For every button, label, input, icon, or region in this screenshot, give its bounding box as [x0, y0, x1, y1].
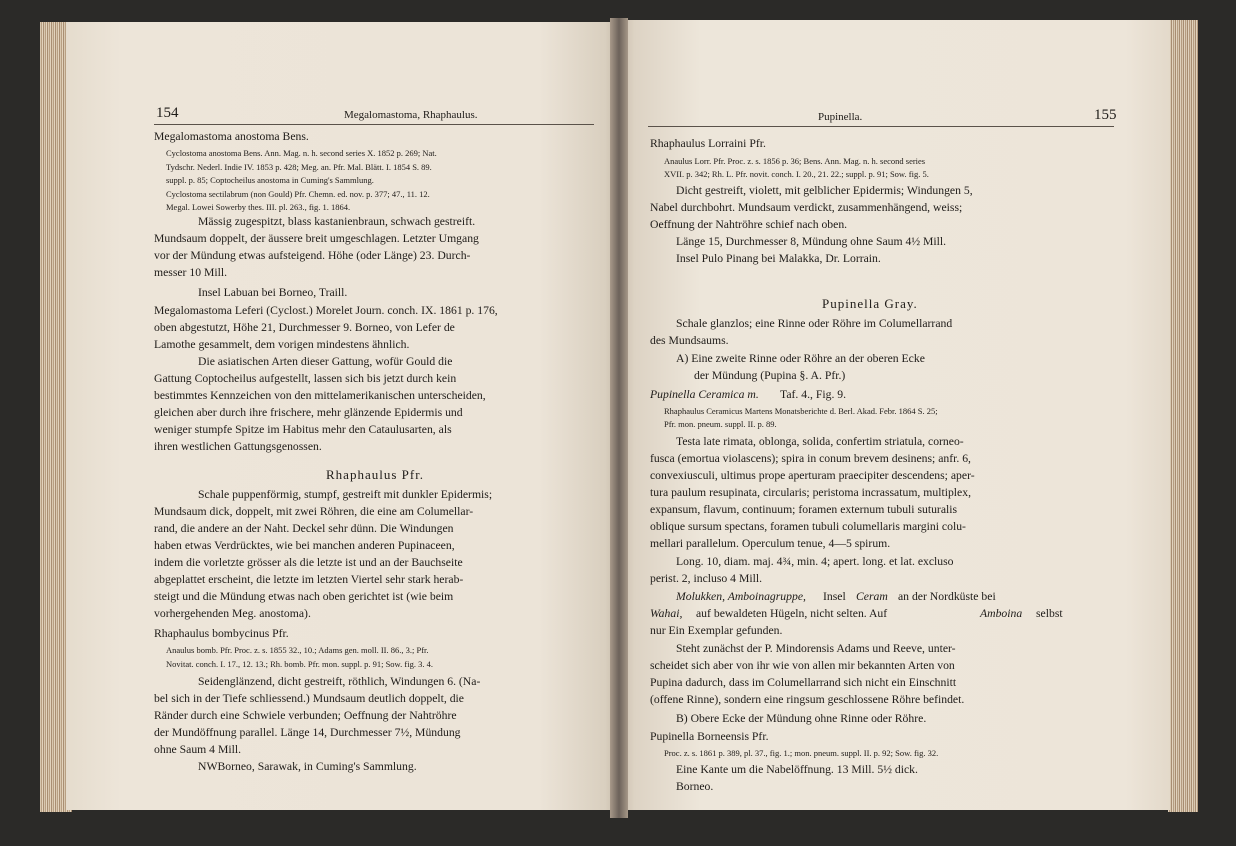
body-line: Oeffnung der Nahtröhre schief nach oben.: [650, 218, 848, 231]
page-number: 154: [156, 105, 179, 121]
species-heading: Pupinella Borneensis Pfr.: [650, 730, 769, 743]
body-line: Ränder durch eine Schwiele verbunden; Oeffnung der Nahtröhre: [154, 709, 457, 722]
body-line: Megalomastoma Leferi (Cyclost.) Morelet Journ. conch. IX. 1861 p. 176,: [154, 304, 498, 317]
species-heading: Rhaphaulus bombycinus Pfr.: [154, 627, 289, 640]
running-head: Megalomastoma, Rhaphaulus.: [344, 109, 478, 121]
body-line: Dicht gestreift, violett, mit gelblicher Epidermis; Windungen 5,: [676, 184, 973, 197]
page-number: 155: [1094, 107, 1117, 123]
subsection-line: B) Obere Ecke der Mündung ohne Rinne oder Röhre.: [676, 712, 927, 725]
body-line: bestimmtes Kennzeichen von den mittelamerikanischen unterscheiden,: [154, 389, 486, 402]
body-line: Borneo.: [676, 780, 714, 793]
species-heading: Rhaphaulus Lorraini Pfr.: [650, 137, 766, 150]
body-line: steigt und die Mündung etwas nach oben gerichtet ist (wie beim: [154, 590, 454, 603]
reference-line: Megal. Lowei Sowerby thes. III. pl. 263., fig. 1. 1864.: [166, 202, 351, 212]
body-line: nur Ein Exemplar gefunden.: [650, 624, 783, 637]
page-edges-right: [1168, 20, 1198, 812]
body-line: haben etwas Verdrücktes, wie bei manchen anderen Pupinaceen,: [154, 539, 455, 552]
reference-line: Pfr. mon. pneum. suppl. II. p. 89.: [664, 419, 777, 429]
reference-line: Cyclostoma sectilabrum (non Gould) Pfr. Chemn. ed. nov. p. 377; 47., 11. 12.: [166, 189, 430, 199]
body-line: Schale glanzlos; eine Rinne oder Röhre im Columellarrand: [676, 317, 953, 330]
body-line: Seidenglänzend, dicht gestreift, röthlich, Windungen 6. (Na-: [198, 675, 481, 688]
body-line: Lamothe gesammelt, dem vorigen mindestens ähnlich.: [154, 338, 410, 351]
header-rule: [154, 124, 594, 125]
body-line: Insel Labuan bei Borneo, Traill.: [198, 286, 348, 299]
reference-line: Tydschr. Nederl. Indie IV. 1853 p. 428; Meg. an. Pfr. Mal. Blätt. I. 1854 S. 89.: [166, 162, 432, 172]
body-line: rand, die andere an der Naht. Deckel sehr dünn. Die Windungen: [154, 522, 454, 535]
species-heading: Pupinella Ceramica m.: [650, 388, 759, 401]
reference-line: Novitat. conch. I. 17., 12. 13.; Rh. bomb. Pfr. mon. suppl. p. 91; Sow. fig. 3. 4.: [166, 659, 433, 669]
latin-line: oblique sursum spectans, foramen tubuli columellaris margini colu-: [650, 520, 966, 533]
locality-line: selbst: [1036, 607, 1063, 620]
body-line: NWBorneo, Sarawak, in Cuming's Sammlung.: [198, 760, 417, 773]
body-line: vor der Mündung etwas aufsteigend. Höhe (oder Länge) 23. Durch-: [154, 249, 471, 262]
body-line: Eine Kante um die Nabelöffnung. 13 Mill. 5½ dick.: [676, 763, 918, 776]
locality-italic: Molukken, Amboinagruppe,: [676, 590, 806, 603]
reference-line: Anaulus Lorr. Pfr. Proc. z. s. 1856 p. 36; Bens. Ann. Mag. n. h. second series: [664, 156, 926, 166]
latin-line: perist. 2, incluso 4 Mill.: [650, 572, 763, 585]
body-line: weniger stumpfe Spitze im Habitus mehr den Cataulusarten, als: [154, 423, 452, 436]
reference-line: Cyclostoma anostoma Bens. Ann. Mag. n. h. second series X. 1852 p. 269; Nat.: [166, 148, 437, 158]
body-line: ihren westlichen Gattungsgenossen.: [154, 440, 322, 453]
locality-italic: Ceram: [856, 590, 888, 603]
body-line: oben abgestutzt, Höhe 21, Durchmesser 9. Borneo, von Lefer de: [154, 321, 455, 334]
header-rule: [648, 126, 1114, 127]
locality-line: auf bewaldeten Hügeln, nicht selten. Auf: [696, 607, 888, 620]
latin-line: mellari parallelum. Operculum tenue, 4—5 spirum.: [650, 537, 891, 550]
section-heading: Rhaphaulus Pfr.: [326, 467, 425, 482]
reference-line: Rhaphaulus Ceramicus Martens Monatsberichte d. Berl. Akad. Febr. 1864 S. 25;: [664, 406, 938, 416]
body-line: des Mundsaums.: [650, 334, 729, 347]
subsection-line: A) Eine zweite Rinne oder Röhre an der oberen Ecke: [676, 352, 925, 365]
body-line: Gattung Coptocheilus aufgestellt, lassen sich bis jetzt durch kein: [154, 372, 457, 385]
running-head: Pupinella.: [818, 111, 863, 123]
latin-line: tura paulum resupinata, circularis; peristoma incrassatum, multiplex,: [650, 486, 971, 499]
locality-line: an der Nordküste bei: [898, 590, 996, 603]
body-line: Pupina dadurch, dass im Columellarrand sich nicht ein Einschnitt: [650, 676, 957, 689]
body-line: der Mundöffnung parallel. Länge 14, Durchmesser 7½, Mündung: [154, 726, 461, 739]
latin-line: Testa late rimata, oblonga, solida, confertim striatula, corneo-: [676, 435, 964, 448]
body-line: Die asiatischen Arten dieser Gattung, wofür Gould die: [198, 355, 453, 368]
body-line: scheidet sich aber von ihr wie von allen mir bekannten Arten von: [650, 659, 955, 672]
section-heading: Pupinella Gray.: [822, 296, 918, 311]
body-line: Insel Pulo Pinang bei Malakka, Dr. Lorrain.: [676, 252, 881, 265]
reference-line: Anaulus bomb. Pfr. Proc. z. s. 1855 32., 10.; Adams gen. moll. II. 86., 3.; Pfr.: [166, 645, 429, 655]
subsection-line: der Mündung (Pupina §. A. Pfr.): [694, 369, 846, 382]
locality-italic: Amboina: [980, 607, 1023, 620]
body-line: (offene Rinne), sondern eine ringsum geschlossene Röhre befindet.: [650, 693, 965, 706]
body-line: ohne Saum 4 Mill.: [154, 743, 242, 756]
body-line: abgeplattet erscheint, die letzte im letzten Viertel sehr stark herab-: [154, 573, 464, 586]
book-gutter: [610, 18, 628, 818]
latin-line: convexiusculi, ultimus prope aperturam praecipiter descendens; aper-: [650, 469, 975, 482]
locality-italic: Wahai,: [650, 607, 683, 620]
body-line: bel sich in der Tiefe schliessend.) Mundsaum deutlich doppelt, die: [154, 692, 464, 705]
latin-line: expansum, flavum, continuum; foramen externum tubuli suturalis: [650, 503, 958, 516]
reference-line: XVII. p. 342; Rh. L. Pfr. novit. conch. I. 20., 21. 22.; suppl. p. 91; Sow. fig. 5.: [664, 169, 929, 179]
body-line: Mässig zugespitzt, blass kastanienbraun, schwach gestreift.: [198, 215, 476, 228]
body-line: Steht zunächst der P. Mindorensis Adams und Reeve, unter-: [676, 642, 956, 655]
reference-line: Proc. z. s. 1861 p. 389, pl. 37., fig. 1.; mon. pneum. suppl. II. p. 92; Sow. fig. 32.: [664, 748, 939, 758]
body-line: vorhergehenden Meg. anostoma).: [154, 607, 311, 620]
body-line: Nabel durchbohrt. Mundsaum verdickt, zusammenhängend, weiss;: [650, 201, 963, 214]
plate-reference: Taf. 4., Fig. 9.: [780, 388, 847, 401]
body-line: Schale puppenförmig, stumpf, gestreift mit dunkler Epidermis;: [198, 488, 493, 501]
latin-line: fusca (emortua violascens); spira in conum brevem desinens; anfr. 6,: [650, 452, 971, 465]
body-line: indem die vorletzte grösser als die letzte ist und an der Bauchseite: [154, 556, 463, 569]
body-line: messer 10 Mill.: [154, 266, 228, 279]
latin-line: Long. 10, diam. maj. 4¾, min. 4; apert. long. et lat. excluso: [676, 555, 954, 568]
body-line: Mundsaum doppelt, der äussere breit umgeschlagen. Letzter Umgang: [154, 232, 479, 245]
species-heading: Megalomastoma anostoma Bens.: [154, 130, 309, 143]
reference-line: suppl. p. 85; Coptocheilus anostoma in Cuming's Sammlung.: [166, 175, 374, 185]
body-line: Mundsaum dick, doppelt, mit zwei Röhren, die eine am Columellar-: [154, 505, 474, 518]
locality-line: Insel: [823, 590, 846, 603]
body-line: gleichen aber durch ihre frischere, mehr glänzende Epidermis und: [154, 406, 463, 419]
body-line: Länge 15, Durchmesser 8, Mündung ohne Saum 4½ Mill.: [676, 235, 947, 248]
